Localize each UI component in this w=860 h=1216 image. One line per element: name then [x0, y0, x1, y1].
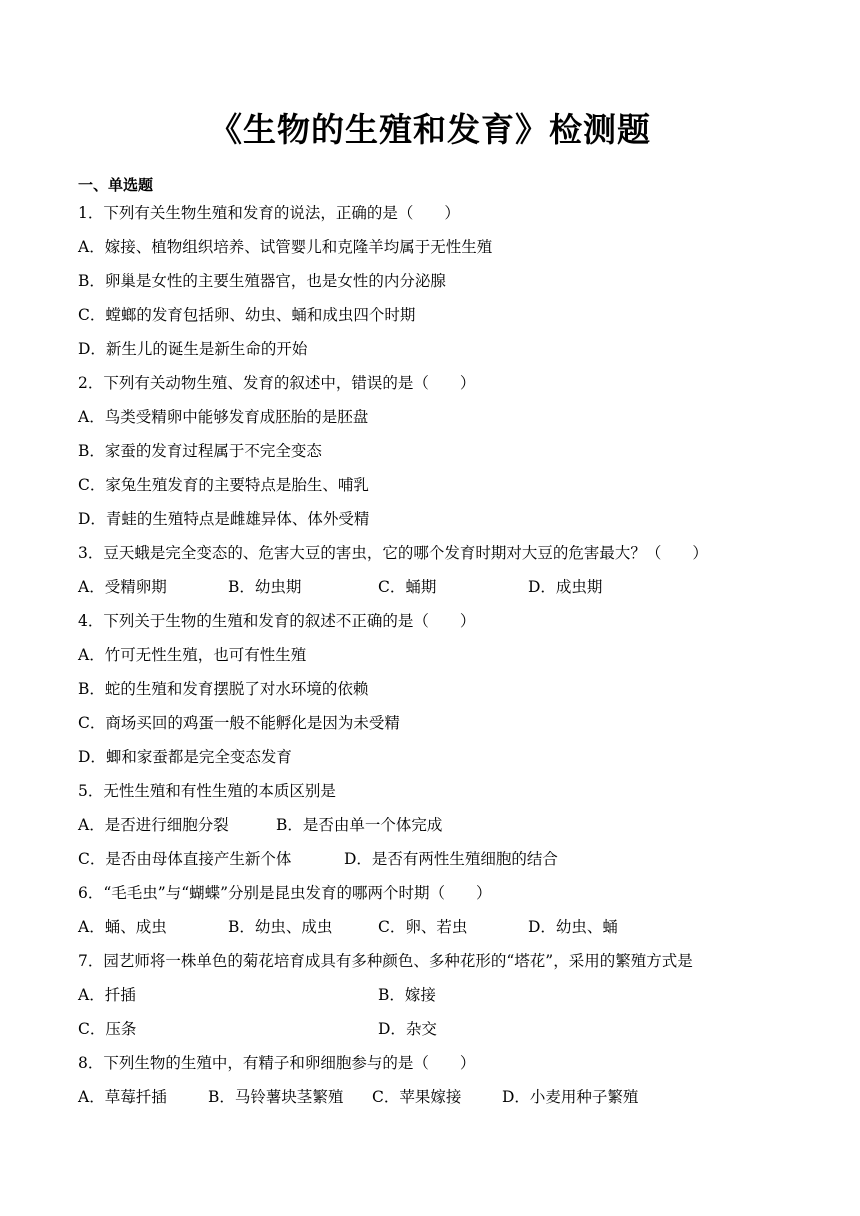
question-stem: 2．下列有关动物生殖、发育的叙述中，错误的是（ ） [78, 374, 476, 392]
answer-option: D．成虫期 [528, 578, 603, 596]
answer-option: A．草莓扦插 [78, 1088, 167, 1106]
answer-option: A．鸟类受精卵中能够发育成胚胎的是胚盘 [78, 408, 369, 426]
answer-option: C．苹果嫁接 [372, 1088, 462, 1106]
answer-option: B．是否由单一个体完成 [276, 816, 443, 834]
question-stem: 3．豆天蛾是完全变态的、危害大豆的害虫，它的哪个发育时期对大豆的危害最大？（ ） [78, 544, 708, 562]
answer-option: A．蛹、成虫 [78, 918, 167, 936]
answer-option: C．是否由母体直接产生新个体 [78, 850, 292, 868]
answer-option: B．卵巢是女性的主要生殖器官，也是女性的内分泌腺 [78, 272, 446, 290]
answer-option: C．家兔生殖发育的主要特点是胎生、哺乳 [78, 476, 369, 494]
answer-option: C．压条 [78, 1020, 137, 1038]
question-stem: 5．无性生殖和有性生殖的本质区别是 [78, 782, 336, 800]
answer-option: D．新生儿的诞生是新生命的开始 [78, 340, 308, 358]
answer-options-row [78, 842, 818, 876]
answer-option: C．卵、若虫 [378, 918, 468, 936]
answer-option: D．杂交 [378, 1020, 437, 1038]
answer-option: B．蛇的生殖和发育摆脱了对水环境的依赖 [78, 680, 369, 698]
answer-options-row [78, 1080, 818, 1114]
section-heading: 一、单选题 [78, 176, 154, 194]
answer-option: C．螳螂的发育包括卵、幼虫、蛹和成虫四个时期 [78, 306, 416, 324]
answer-option: B．马铃薯块茎繁殖 [208, 1088, 344, 1106]
answer-option: A．嫁接、植物组织培养、试管婴儿和克隆羊均属于无性生殖 [78, 238, 493, 256]
question-stem: 8．下列生物的生殖中，有精子和卵细胞参与的是（ ） [78, 1054, 476, 1072]
answer-option: B．幼虫期 [228, 578, 302, 596]
question-stem: 7．园艺师将一株单色的菊花培育成具有多种颜色、多种花形的“塔花”，采用的繁殖方式是 [78, 952, 693, 970]
question-stem: 4．下列关于生物的生殖和发育的叙述不正确的是（ ） [78, 612, 476, 630]
answer-option: C．蛹期 [378, 578, 437, 596]
answer-option: B．嫁接 [378, 986, 436, 1004]
answer-option: D．是否有两性生殖细胞的结合 [344, 850, 558, 868]
answer-option: D．青蛙的生殖特点是雌雄异体、体外受精 [78, 510, 370, 528]
question-list [78, 196, 818, 1114]
answer-options-row [78, 978, 818, 1012]
answer-option: B．幼虫、成虫 [228, 918, 333, 936]
answer-options-row [78, 808, 818, 842]
answer-option: C．商场买回的鸡蛋一般不能孵化是因为未受精 [78, 714, 400, 732]
answer-options-row [78, 1012, 818, 1046]
answer-option: D．幼虫、蛹 [528, 918, 618, 936]
answer-options-row [78, 570, 818, 604]
answer-option: D．蝍和家蚕都是完全变态发育 [78, 748, 292, 766]
answer-option: A．受精卵期 [78, 578, 167, 596]
answer-option: A．是否进行细胞分裂 [78, 816, 229, 834]
question-stem: 6．“毛毛虫”与“蝴蝶”分别是昆虫发育的哪两个时期（ ） [78, 884, 492, 902]
question-stem: 1．下列有关生物生殖和发育的说法，正确的是（ ） [78, 204, 460, 222]
page-title: 《生物的生殖和发育》检测题 [209, 110, 651, 149]
answer-option: A．扦插 [78, 986, 136, 1004]
answer-option: D．小麦用种子繁殖 [502, 1088, 639, 1106]
answer-options-row [78, 910, 818, 944]
answer-option: A．竹可无性生殖，也可有性生殖 [78, 646, 307, 664]
answer-option: B．家蚕的发育过程属于不完全变态 [78, 442, 322, 460]
